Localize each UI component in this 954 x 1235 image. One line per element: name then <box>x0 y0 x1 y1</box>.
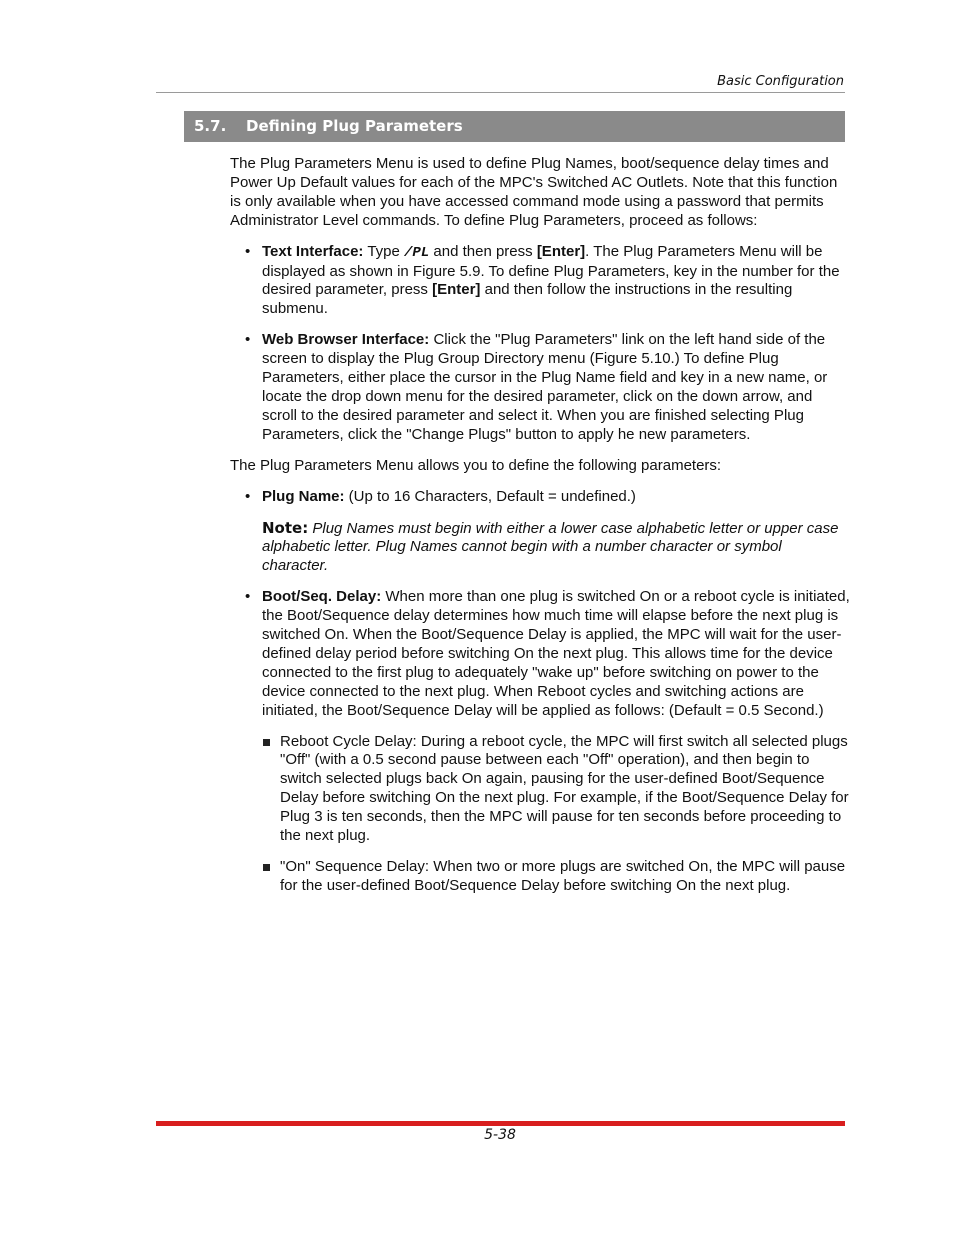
intro-paragraph: The Plug Parameters Menu is used to define Plug Names, boot/sequence delay times and Power Up Default values for each of the MPC's Switched AC Outlets. Note that this function is only available when you have accessed command mode using a password that permits Administrator Level commands. To define Plug Parameters, proceed as follows: <box>230 155 838 229</box>
delay-type-list <box>230 733 850 896</box>
enter-key-2: [Enter] <box>432 281 481 299</box>
list-item-boot-delay <box>230 588 850 720</box>
text-interface-text-3: . The Plug Parameters Menu will be displayed as shown in Figure 5.9. To define Plug Parameters, key in the number for the desired parameter, press <box>262 242 840 299</box>
enter-key-1: [Enter] <box>536 242 586 260</box>
params-intro: The Plug Parameters Menu allows you to define the following parameters: <box>230 456 722 474</box>
parameter-list-2 <box>230 588 850 720</box>
parameter-list <box>230 488 850 507</box>
page-number: 5-38 <box>484 1127 516 1143</box>
plug-name-label: Plug Name: <box>262 487 345 505</box>
running-header: Basic Configuration <box>717 74 844 89</box>
list-item-reboot-cycle-delay: Reboot Cycle Delay: During a reboot cycle, the MPC will first switch all selected plugs "Off" (with a 0.5 second pause between each "Off" operation), and then begin to switch selected plugs back On again, pausing for the user-defined Boot/Sequence Delay before switching On the next plug. For example, if the Boot/Sequence Delay for Plug 3 is ten seconds, then the MPC will pause for ten seconds before proceeding to the next plug. <box>230 733 850 846</box>
plug-name-note <box>262 519 850 577</box>
text-interface-text-2: and then press <box>429 242 537 260</box>
interface-list <box>230 243 850 445</box>
list-item-on-sequence-delay: "On" Sequence Delay: When two or more plugs are switched On, the MPC will pause for the user-defined Boot/Sequence Delay before switching On the next plug. <box>230 858 850 896</box>
note-text: Plug Names must begin with either a lower case alphabetic letter or upper case alphabetic letter. Plug Names cannot begin with a number character or symbol character. <box>262 519 839 575</box>
list-item-plug-name <box>230 488 850 507</box>
footer-rule <box>156 1121 845 1126</box>
section-title: Defining Plug Parameters <box>246 117 463 135</box>
text-interface-text-1: Type <box>363 242 405 260</box>
web-interface-text: Click the "Plug Parameters" link on the left hand side of the screen to display the Plug Group Directory menu (Figure 5.10.) To define Plug Parameters, either place the cursor in the Plug Name field and key in a new name, or locate the drop down menu for the desired parameter, click on the down arrow, and scroll to the desired parameter and select it. When you are finished selecting Plug Parameters, click the "Change Plugs" button to apply he new parameters. <box>262 331 828 443</box>
plug-name-text: (Up to 16 Characters, Default = undefined.) <box>344 487 636 505</box>
text-interface-label: Text Interface: <box>262 242 364 260</box>
page-body <box>230 155 850 908</box>
header-rule <box>156 92 845 93</box>
command-pl: /PL <box>404 244 430 261</box>
section-heading <box>184 111 845 142</box>
text-interface-text-4: and then follow the instructions in the resulting submenu. <box>262 281 793 318</box>
list-item-text-interface <box>230 243 850 320</box>
list-item-web-interface <box>230 331 850 444</box>
note-label: Note: <box>262 518 309 537</box>
section-number: 5.7. <box>194 117 227 135</box>
boot-delay-label: Boot/Seq. Delay: <box>262 588 382 606</box>
web-interface-label: Web Browser Interface: <box>262 331 430 349</box>
boot-delay-text: When more than one plug is switched On or a reboot cycle is initiated, the Boot/Sequence delay determines how much time will elapse before the next plug is switched On. When the Boot/Sequence Delay is applied, the MPC will wait for the user-defined delay period before switching On the next plug. This allows time for the device connected to the first plug to adequately "wake up" before switching on power to the device connected to the next plug. When Reboot cycles and switching actions are initiated, the Boot/Sequence Delay will be applied as follows: (Default = 0.5 Second.) <box>262 588 850 719</box>
